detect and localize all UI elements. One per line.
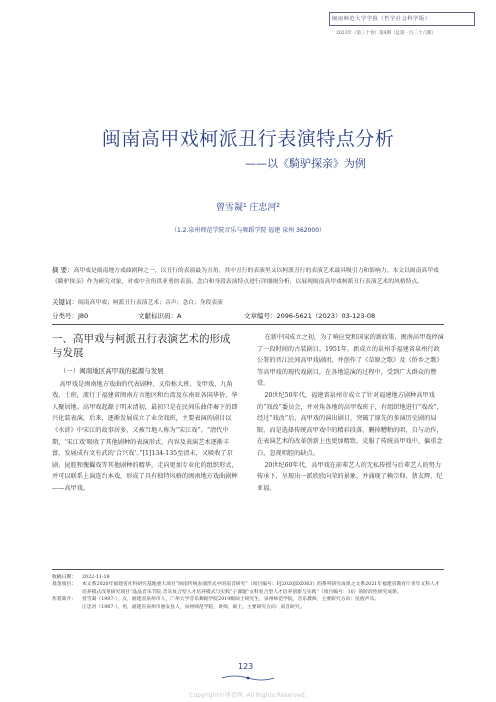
body-paragraph: 在新中国成立之初，为了响应党和国家的新政策，闽南高甲戏停演了一段时间的古装剧目。1951年，新成立的泉州手福建省泉州行政公署的晋江民间高甲戏剧团，并创作了《草原之歌》及《侨乡之歌》等高甲戏的现代戏剧目，在各地巡演的过程中，受到广大群众的赞赏。 [257, 334, 444, 388]
footnote-key: 基金项目： [52, 582, 76, 588]
divider-top [52, 324, 444, 325]
issue-info: 2023年（第三十卷）第4期（总第一百二十六期） [336, 31, 436, 36]
footnote-value: 庄忠河（1987-），男，福建省泉州市惠安县人，泉州师范学院，讲师，硕士，主要研究方向：南音研究。 [82, 604, 305, 610]
section-heading: 一、高甲戏与柯派丑行表演艺术的形成与发展 [52, 333, 231, 359]
subsection-heading: （一）闽南地区高甲戏的起源与发展 [59, 367, 164, 375]
page-number: 123 [238, 662, 254, 671]
footnote-key: 作者简介： [52, 597, 76, 603]
body-paragraph: 高甲戏是闽南地方戏曲的代表剧种，又俗称大班、戈甲戏、九角戏、土班，流行于福建省闽南方言地区和台湾及东南亚各国华侨、华人聚居地。高甲戏起源于明末清初，最初只是在民间乐曲伴奏下的即兴化装表演，后来，逐渐发展成立了业余戏班，主要表演的剧目以《水浒》中宋江的故事居多，又被当地人称为“宋江戏”。“清代中期，‘宋江戏’吸收了其他剧种的表演形式、内容及表演艺术逐渐丰富，发展成有文有武的‘合兴戏’。”[1]134-135至清末，又吸收了京剧、昆腔和傀儡戏等其他剧种的精华，走向更加专业化的组织形式，并可以联系上演连台本戏，形成了具有独特风格的闽南地方戏曲剧种——高甲戏。 [52, 380, 238, 492]
affiliation: （1.2.泉州师范学院音乐与舞蹈学院 福建 泉州 362000） [170, 227, 326, 234]
article-number: 文章编号：2096-5621（2023）03-123-08 [244, 312, 376, 320]
footnote-value: 2022-11-18 [82, 575, 110, 580]
abstract [52, 265, 444, 287]
divider-footnotes [52, 569, 444, 570]
keywords-label: 关键词： [52, 298, 78, 306]
left-column [52, 332, 239, 495]
journal-name: 闽南师范大学学报（哲学社会科学版） [332, 16, 431, 22]
abstract-label: 摘 要： [52, 266, 74, 274]
page-ornament-icon [220, 674, 276, 682]
keywords [52, 297, 444, 306]
authors: 曾雪凝¹ 庄忠河² [215, 203, 281, 213]
document-code: 文献标识码：A [138, 312, 182, 320]
keywords-text: 闽南高甲戏；柯派丑行表演艺术；音声；念白；身段表演 [78, 300, 223, 306]
body-paragraph: 20世纪50年代，福建省泉州市成立了针对福建地方剧种高甲戏的“戏改”委员会，并对角各地的高甲戏班子，有组织地进行“戏改”，经过“戏改”后，高甲戏的演出剧目，突破了原先的多演历史剧的局限，而是选择传统高甲戏中的精彩段落、删掉糟粕的唱，自与动作，在表演艺术的改革创新上也更加精致，克服了传统高甲戏中，偏重念白，忽视唱腔的缺点。 [257, 391, 443, 457]
footnote-row [52, 596, 444, 603]
abstract-text: 高甲戏是闽南地方戏曲剧种之一，以丑行的表演最为丑角，其中丑行的表演里又以柯派丑行的表演艺术最具吸引力和影响力。本文以闽南高甲戏《騎驴探亲》作为研究对象，对戏中丑角洪亚勇的表演、念白和身段表演特点进行详细阐分析，以展现闽南高甲戏柯派丑行表演艺术的风格特点。 [52, 268, 439, 285]
body-paragraph: 20世纪60年代，高甲戏在前辈艺人的无私传授与后辈艺人的努力传承下，呈现出一派欣欣向荣的景象，并涌现了赖宗仰、蔡友辉、纪亚福、 [257, 461, 443, 492]
article-title: 闽南高甲戏柯派丑行表演特点分析 [101, 128, 395, 150]
article-subtitle: ——以《騎驴探亲》为例 [245, 157, 366, 170]
footnote-value: 本文系2020年福建省社科研究基地重大项目“闽南传统表演形式中的南音研究”（项目编号：FJ2020JDZ063）的系列研究成果之文系2021年福建省教育厅青年文科人才培养模式改革研究项目“晶晶音乐节院.音乐复合型人才培养模式与实践”子课题“文科复合型人才培养创新与实践”（项目编号：10）的阶段性研究成果。 [82, 582, 440, 595]
footnote-row [52, 581, 444, 596]
classification-number: 分类号：J80 [52, 312, 89, 320]
footnote-key [52, 604, 82, 611]
copyright-watermark: Copyright©博看网. All Rights Reserved. [189, 692, 307, 699]
right-column [257, 332, 444, 494]
footnote-row [52, 604, 444, 611]
footnote-row [52, 574, 444, 581]
footnote-value: 曾雪凝（1997-），女，福建省泉州市人，广州大学音乐舞蹈学院2019级硕士研究生，泉州师范学院，音乐教师，主要研究方向：民族声乐。 [82, 597, 380, 603]
footnote-key: 收稿日期： [52, 575, 76, 580]
footnotes [52, 574, 444, 611]
